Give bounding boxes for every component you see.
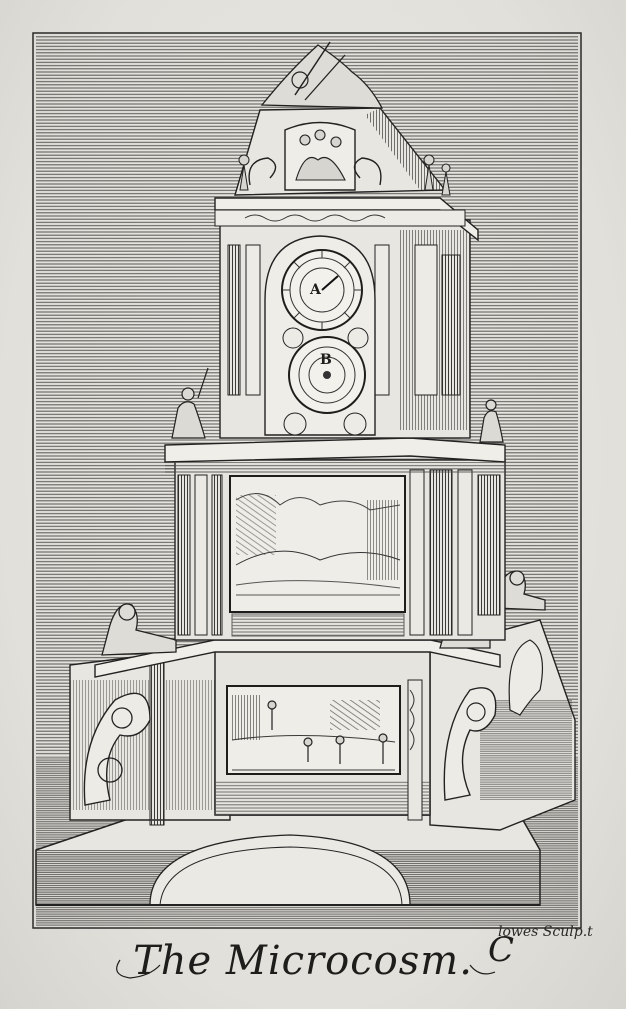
plate-title: The Microcosm. (133, 938, 473, 984)
base-plinth (36, 815, 540, 905)
engraver-credit: lowes Sculp.t (498, 924, 593, 940)
dial-label-a: A (310, 282, 321, 298)
dial-label-b: B (320, 352, 332, 368)
engraver-initial: C (488, 930, 515, 970)
upper-tower (215, 198, 478, 438)
middle-stage (165, 438, 505, 640)
